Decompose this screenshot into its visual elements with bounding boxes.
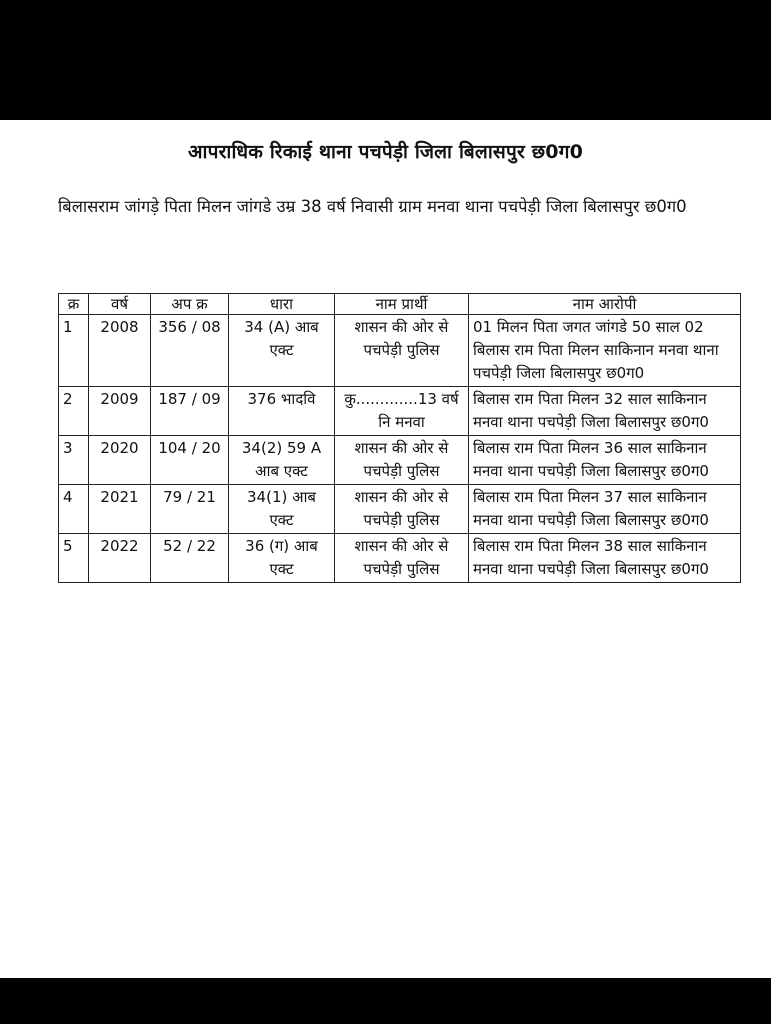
cell-year: 2022 (89, 534, 151, 583)
cell-section: 34(1) आब एक्ट (229, 485, 335, 534)
cell-section: 34 (A) आब एक्ट (229, 315, 335, 387)
intro-paragraph: बिलासराम जांगड़े पिता मिलन जांगडे उम्र 38 वर्ष निवासी ग्राम मनवा थाना पचपेड़ी जिला बिलासपुर छ0ग0 (58, 197, 687, 216)
document-page (0, 120, 771, 978)
document-title: आपराधिक रिकाई थाना पचपेड़ी जिला बिलासपुर छ0ग0 (187, 141, 584, 163)
bottom-black-bar (0, 978, 771, 1024)
cell-year: 2008 (89, 315, 151, 387)
cell-serial: 2 (59, 387, 89, 436)
table-row (59, 534, 741, 583)
cell-serial: 1 (59, 315, 89, 387)
cell-serial: 5 (59, 534, 89, 583)
cell-year: 2021 (89, 485, 151, 534)
cell-complainant: शासन की ओर से पचपेड़ी पुलिस (335, 436, 469, 485)
cell-section: 376 भादवि (229, 387, 335, 436)
header-serial: क्र (59, 294, 89, 315)
cell-accused: 01 मिलन पिता जगत जांगडे 50 साल 02 बिलास राम पिता मिलन साकिनान मनवा थाना पचपेड़ी जिला बिलासपुर छ0ग0 (469, 315, 741, 387)
cell-year: 2020 (89, 436, 151, 485)
cell-accused: बिलास राम पिता मिलन 38 साल साकिनान मनवा थाना पचपेड़ी जिला बिलासपुर छ0ग0 (469, 534, 741, 583)
header-case-number: अप क्र (151, 294, 229, 315)
cell-complainant: शासन की ओर से पचपेड़ी पुलिस (335, 315, 469, 387)
cell-complainant: शासन की ओर से पचपेड़ी पुलिस (335, 485, 469, 534)
cell-case-number: 79 / 21 (151, 485, 229, 534)
header-section: धारा (229, 294, 335, 315)
cell-serial: 4 (59, 485, 89, 534)
table-header-row (59, 294, 741, 315)
cell-section: 34(2) 59 A आब एक्ट (229, 436, 335, 485)
cell-case-number: 187 / 09 (151, 387, 229, 436)
cell-accused: बिलास राम पिता मिलन 36 साल साकिनान मनवा थाना पचपेड़ी जिला बिलासपुर छ0ग0 (469, 436, 741, 485)
criminal-record-table (58, 293, 741, 583)
cell-section: 36 (ग) आब एक्ट (229, 534, 335, 583)
cell-serial: 3 (59, 436, 89, 485)
header-accused: नाम आरोपी (469, 294, 741, 315)
cell-year: 2009 (89, 387, 151, 436)
table-row (59, 315, 741, 387)
header-year: वर्ष (89, 294, 151, 315)
cell-complainant: कु.............13 वर्ष नि मनवा (335, 387, 469, 436)
table-row (59, 485, 741, 534)
cell-case-number: 356 / 08 (151, 315, 229, 387)
cell-complainant: शासन की ओर से पचपेड़ी पुलिस (335, 534, 469, 583)
cell-accused: बिलास राम पिता मिलन 37 साल साकिनान मनवा थाना पचपेड़ी जिला बिलासपुर छ0ग0 (469, 485, 741, 534)
table-row (59, 387, 741, 436)
cell-case-number: 52 / 22 (151, 534, 229, 583)
cell-accused: बिलास राम पिता मिलन 32 साल साकिनान मनवा थाना पचपेड़ी जिला बिलासपुर छ0ग0 (469, 387, 741, 436)
cell-case-number: 104 / 20 (151, 436, 229, 485)
header-complainant: नाम प्रार्थी (335, 294, 469, 315)
table-row (59, 436, 741, 485)
